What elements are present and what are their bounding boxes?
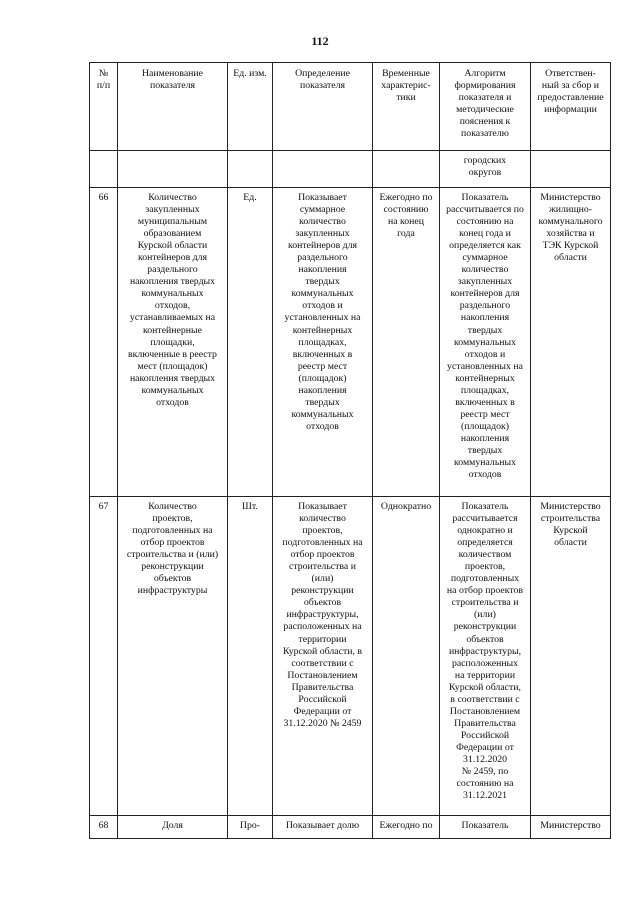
cell-unit: [228, 151, 273, 188]
cell-number: [90, 151, 118, 188]
cell-timing: Однократно: [373, 497, 440, 816]
table-row: [90, 188, 611, 497]
cell-unit: Шт.: [228, 497, 273, 816]
cell-algorithm: Показатель рассчитывается однократно и определяется количеством проектов, подготовленных на отбор проектов строительства и (или) реконструкции объектов инфраструктуры, расположенных на территории Курской области, в соответствии с Постановлением Правительства Российской Федерации от 31.12.2020 № 2459, по состоянию на 31.12.2021: [440, 497, 531, 816]
cell-timing: Ежегодно по: [373, 816, 440, 839]
cell-name: Доля: [118, 816, 228, 839]
cell-responsible: [531, 151, 611, 188]
table-row: [90, 816, 611, 839]
header-number: № п/п: [90, 63, 118, 151]
cell-algorithm: городских округов: [440, 151, 531, 188]
cell-responsible: Министерство: [531, 816, 611, 839]
cell-algorithm: Показатель рассчитывается по состоянию на конец года и определяется как суммарное количество закупленных контейнеров для раздельного накопления твердых коммунальных отходов и установленных на контейнерных площадках, включенных в реестр мест (площадок) накопления твердых коммунальных отходов: [440, 188, 531, 497]
continuation-row: [90, 151, 611, 188]
cell-name: Количество закупленных муниципальным образованием Курской области контейнеров для раздельного накопления твердых коммунальных отходов, устанавливаемых на контейнерные площадки, включенные в реестр мест (площадок) накопления твердых коммунальных отходов: [118, 188, 228, 497]
cell-name: Количество проектов, подготовленных на отбор проектов строительства и (или) реконструкции объектов инфраструктуры: [118, 497, 228, 816]
cell-number: 66: [90, 188, 118, 497]
cell-definition: [273, 151, 373, 188]
indicators-table: [89, 62, 611, 839]
cell-responsible: Министерство строительства Курской области: [531, 497, 611, 816]
cell-unit: Ед.: [228, 188, 273, 497]
cell-name: [118, 151, 228, 188]
cell-unit: Про-: [228, 816, 273, 839]
header-indicator-name: Наименование показателя: [118, 63, 228, 151]
table-header-row: [90, 63, 611, 151]
cell-definition: Показывает количество проектов, подготовленных на отбор проектов строительства и (или) реконструкции объектов инфраструктуры, расположенных на территории Курской области, в соответствии с Постановлением Правительства Российской Федерации от 31.12.2020 № 2459: [273, 497, 373, 816]
cell-algorithm: Показатель: [440, 816, 531, 839]
cell-number: 67: [90, 497, 118, 816]
header-definition: Определение показателя: [273, 63, 373, 151]
table-row: [90, 497, 611, 816]
page-number: 112: [311, 34, 329, 48]
cell-timing: Ежегодно по состоянию на конец года: [373, 188, 440, 497]
header-responsible: Ответствен- ный за сбор и предоставление информации: [531, 63, 611, 151]
header-timing: Временные характерис- тики: [373, 63, 440, 151]
cell-definition: Показывает суммарное количество закупленных контейнеров для раздельного накопления твердых коммунальных отходов и установленных на контейнерных площадках, включенных в реестр мест (площадок) накопления твердых коммунальных отходов: [273, 188, 373, 497]
cell-responsible: Министерство жилищно- коммунального хозяйства и ТЭК Курской области: [531, 188, 611, 497]
cell-timing: [373, 151, 440, 188]
header-algorithm: Алгоритм формирования показателя и методические пояснения к показателю: [440, 63, 531, 151]
header-unit: Ед. изм.: [228, 63, 273, 151]
cell-definition: Показывает долю: [273, 816, 373, 839]
cell-number: 68: [90, 816, 118, 839]
